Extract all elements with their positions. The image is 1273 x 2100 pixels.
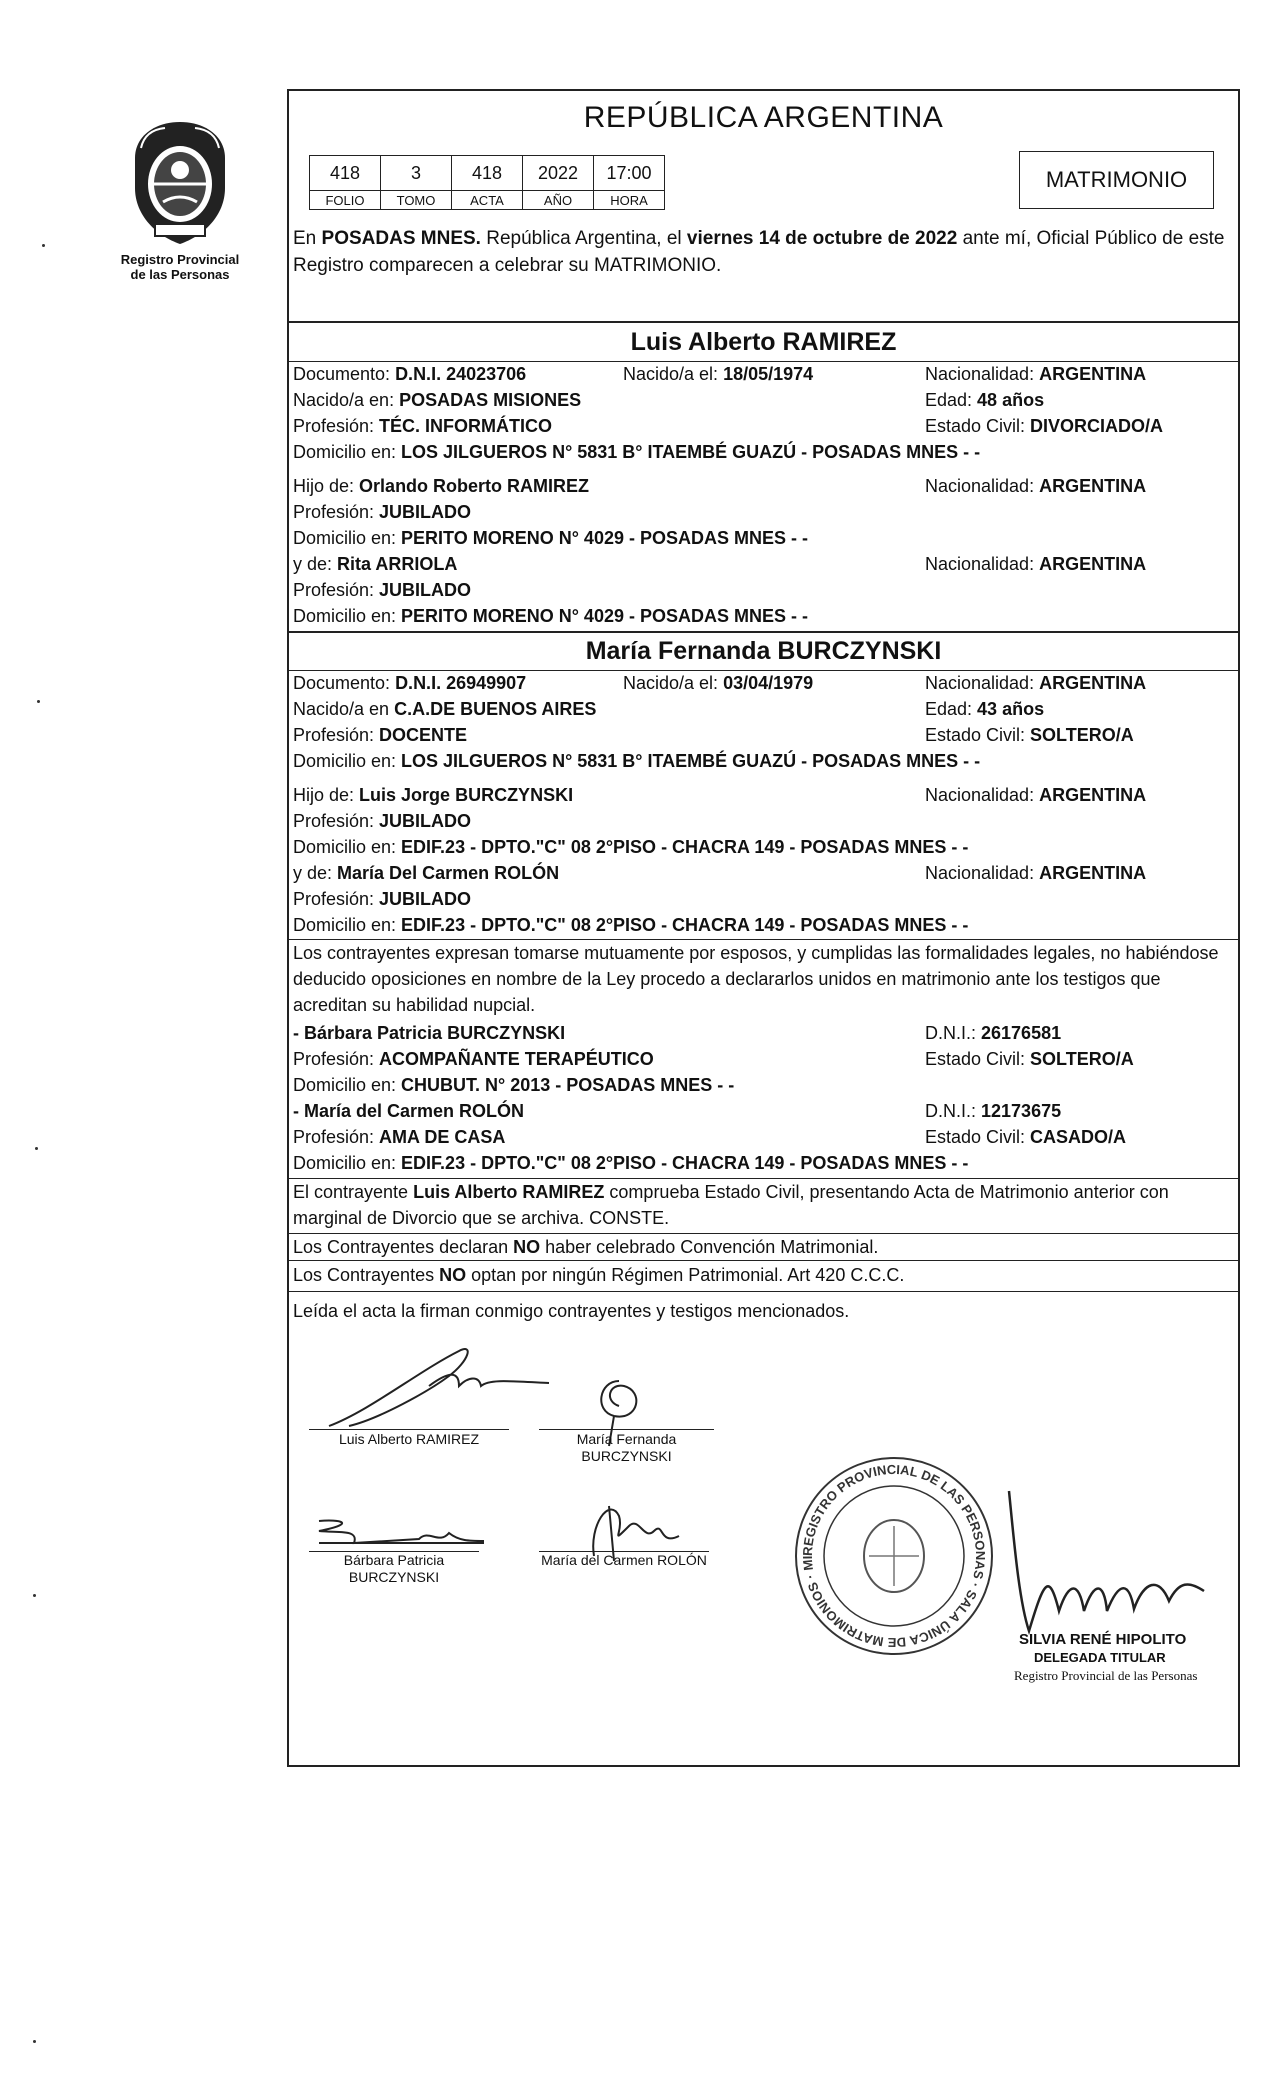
divider — [289, 1291, 1238, 1292]
bride-mother-profession: Profesión: JUBILADO — [293, 889, 472, 909]
witness-1-profession: Profesión: ACOMPAÑANTE TERAPÉUTICO Estado Civil: SOLTERO/A — [293, 1049, 1134, 1069]
officer-name: SILVIA RENÉ HIPOLITO — [1019, 1631, 1187, 1648]
groom-father-row: Hijo de: Orlando Roberto RAMIREZ Nacionalidad: ARGENTINA — [293, 476, 1147, 496]
convention-note: Los Contrayentes declaran NO haber celebrado Convención Matrimonial. — [293, 1237, 879, 1257]
divider — [289, 631, 1238, 633]
witness-2-profession: Profesión: AMA DE CASA Estado Civil: CASADO/A — [293, 1127, 1127, 1147]
scan-mark — [33, 2040, 36, 2043]
bride-mother-row: y de: María Del Carmen ROLÓN Nacionalidad: ARGENTINA — [293, 863, 1147, 883]
officer-role: DELEGADA TITULAR — [1034, 1650, 1166, 1665]
bride-row-2: Nacido/a en C.A.DE BUENOS AIRES Edad: 43 años — [293, 699, 1045, 719]
record-type-box: MATRIMONIO — [1019, 151, 1214, 209]
groom-name: Luis Alberto RAMIREZ — [630, 328, 897, 356]
signature-line — [539, 1429, 714, 1430]
registry-numbers-table — [309, 155, 665, 210]
marriage-certificate — [287, 89, 1240, 1767]
registry-logo — [105, 118, 255, 282]
acta-label: ACTA — [452, 191, 523, 210]
witness-1-row: - Bárbara Patricia BURCZYNSKI D.N.I.: 26176581 — [293, 1023, 1062, 1043]
scan-mark — [42, 244, 45, 247]
officer-org: Registro Provincial de las Personas — [1014, 1668, 1198, 1683]
ano-label: AÑO — [523, 191, 594, 210]
signature-line — [309, 1429, 509, 1430]
groom-signature — [309, 1331, 569, 1441]
scan-mark — [33, 1594, 36, 1597]
groom-row-3: Profesión: TÉC. INFORMÁTICO Estado Civil: DIVORCIADO/A — [293, 416, 1164, 436]
acta-value: 418 — [452, 156, 523, 191]
bride-father-row: Hijo de: Luis Jorge BURCZYNSKI Nacionalidad: ARGENTINA — [293, 785, 1147, 805]
groom-row-4: Domicilio en: LOS JILGUEROS N° 5831 B° ITAEMBÉ GUAZÚ - POSADAS MNES - - — [293, 442, 981, 462]
registry-caption: Registro Provincial de las Personas — [120, 252, 240, 282]
divider — [289, 1260, 1238, 1261]
witness-2-name: - María del Carmen ROLÓN — [293, 1101, 525, 1121]
regime-note: Los Contrayentes NO optan por ningún Régimen Patrimonial. Art 420 C.C.C. — [293, 1265, 905, 1285]
bride-name: María Fernanda BURCZYNSKI — [585, 637, 942, 665]
folio-value: 418 — [310, 156, 381, 191]
witness-2-address: Domicilio en: EDIF.23 - DPTO."C" 08 2°PISO - CHACRA 149 - POSADAS MNES - - — [293, 1153, 969, 1173]
groom-mother-address: Domicilio en: PERITO MORENO N° 4029 - POSADAS MNES - - — [293, 606, 808, 626]
tomo-label: TOMO — [381, 191, 452, 210]
declaration-paragraph: Los contrayentes expresan tomarse mutuamente por esposos, y cumplidas las formalidades legales, no habiéndose deducido oposiciones en nombre de la Ley procedo a declararlos unidos en matrimonio ante los testigos que acreditan su habilidad nupcial. — [293, 943, 1219, 1015]
divider — [289, 321, 1238, 323]
groom-mother-row: y de: Rita ARRIOLA Nacionalidad: ARGENTINA — [293, 554, 1147, 574]
scan-mark — [37, 700, 40, 703]
hora-value: 17:00 — [594, 156, 665, 191]
civil-status-note: El contrayente Luis Alberto RAMIREZ comprueba Estado Civil, presentando Acta de Matrimonio anterior con marginal de Divorcio que se archiva. CONSTE. — [293, 1182, 1169, 1228]
bride-row-1: Documento: D.N.I. 26949907 Nacido/a el: 03/04/1979 Nacionalidad: ARGENTINA — [293, 673, 1147, 693]
bride-dni: D.N.I. 26949907 — [395, 673, 527, 693]
official-seal-icon — [783, 1439, 999, 1661]
officer-signature — [989, 1481, 1229, 1651]
witness-1-address: Domicilio en: CHUBUT. N° 2013 - POSADAS MNES - - — [293, 1075, 735, 1095]
bride-father-profession: Profesión: JUBILADO — [293, 811, 472, 831]
coat-of-arms-icon — [125, 118, 235, 248]
document-title: REPÚBLICA ARGENTINA — [583, 101, 944, 134]
bride-mother-address: Domicilio en: EDIF.23 - DPTO."C" 08 2°PISO - CHACRA 149 - POSADAS MNES - - — [293, 915, 969, 935]
groom-dni: D.N.I. 24023706 — [395, 364, 527, 384]
groom-row-2: Nacido/a en: POSADAS MISIONES Edad: 48 años — [293, 390, 1045, 410]
witness-1-name: - Bárbara Patricia BURCZYNSKI — [293, 1023, 566, 1043]
groom-row-1: Documento: D.N.I. 24023706 Nacido/a el: 18/05/1974 Nacionalidad: ARGENTINA — [293, 364, 1147, 384]
bride-signature-label: María Fernanda BURCZYNSKI — [576, 1431, 677, 1464]
ano-value: 2022 — [523, 156, 594, 191]
closing-text: Leída el acta la firman conmigo contrayentes y testigos mencionados. — [293, 1301, 850, 1321]
intro-paragraph: En POSADAS MNES. República Argentina, el viernes 14 de octubre de 2022 ante mí, Oficial Público de este Registro comparecen a celebrar su MATRIMONIO. — [293, 228, 1225, 276]
svg-text:REGISTRO PROVINCIAL DE LAS PER: REGISTRO PROVINCIAL DE LAS PERSONAS · SALA ÚNICA DE MATRIMONIOS · MISIONES · POSADAS — [783, 1439, 989, 1651]
bride-birthdate: 03/04/1979 — [723, 673, 814, 693]
bride-row-4: Domicilio en: LOS JILGUEROS N° 5831 B° ITAEMBÉ GUAZÚ - POSADAS MNES - - — [293, 751, 981, 771]
place: POSADAS MNES. — [321, 228, 481, 249]
groom-signature-label: Luis Alberto RAMIREZ — [338, 1431, 480, 1447]
witness-2-row: - María del Carmen ROLÓN D.N.I.: 12173675 — [293, 1101, 1062, 1121]
ceremony-date: viernes 14 de octubre de 2022 — [686, 228, 958, 249]
folio-label: FOLIO — [310, 191, 381, 210]
groom-father-address: Domicilio en: PERITO MORENO N° 4029 - POSADAS MNES - - — [293, 528, 808, 548]
bride-father-address: Domicilio en: EDIF.23 - DPTO."C" 08 2°PISO - CHACRA 149 - POSADAS MNES - - — [293, 837, 969, 857]
bride-row-3: Profesión: DOCENTE Estado Civil: SOLTERO/A — [293, 725, 1134, 745]
tomo-value: 3 — [381, 156, 452, 191]
hora-label: HORA — [594, 191, 665, 210]
scan-mark — [35, 1147, 38, 1150]
witness-1-signature-label: Bárbara Patricia BURCZYNSKI — [343, 1552, 445, 1585]
groom-mother-profession: Profesión: JUBILADO — [293, 580, 472, 600]
groom-father-profession: Profesión: JUBILADO — [293, 502, 472, 522]
groom-birthdate: 18/05/1974 — [723, 364, 814, 384]
witness-2-signature-label: María del Carmen ROLÓN — [541, 1552, 707, 1568]
